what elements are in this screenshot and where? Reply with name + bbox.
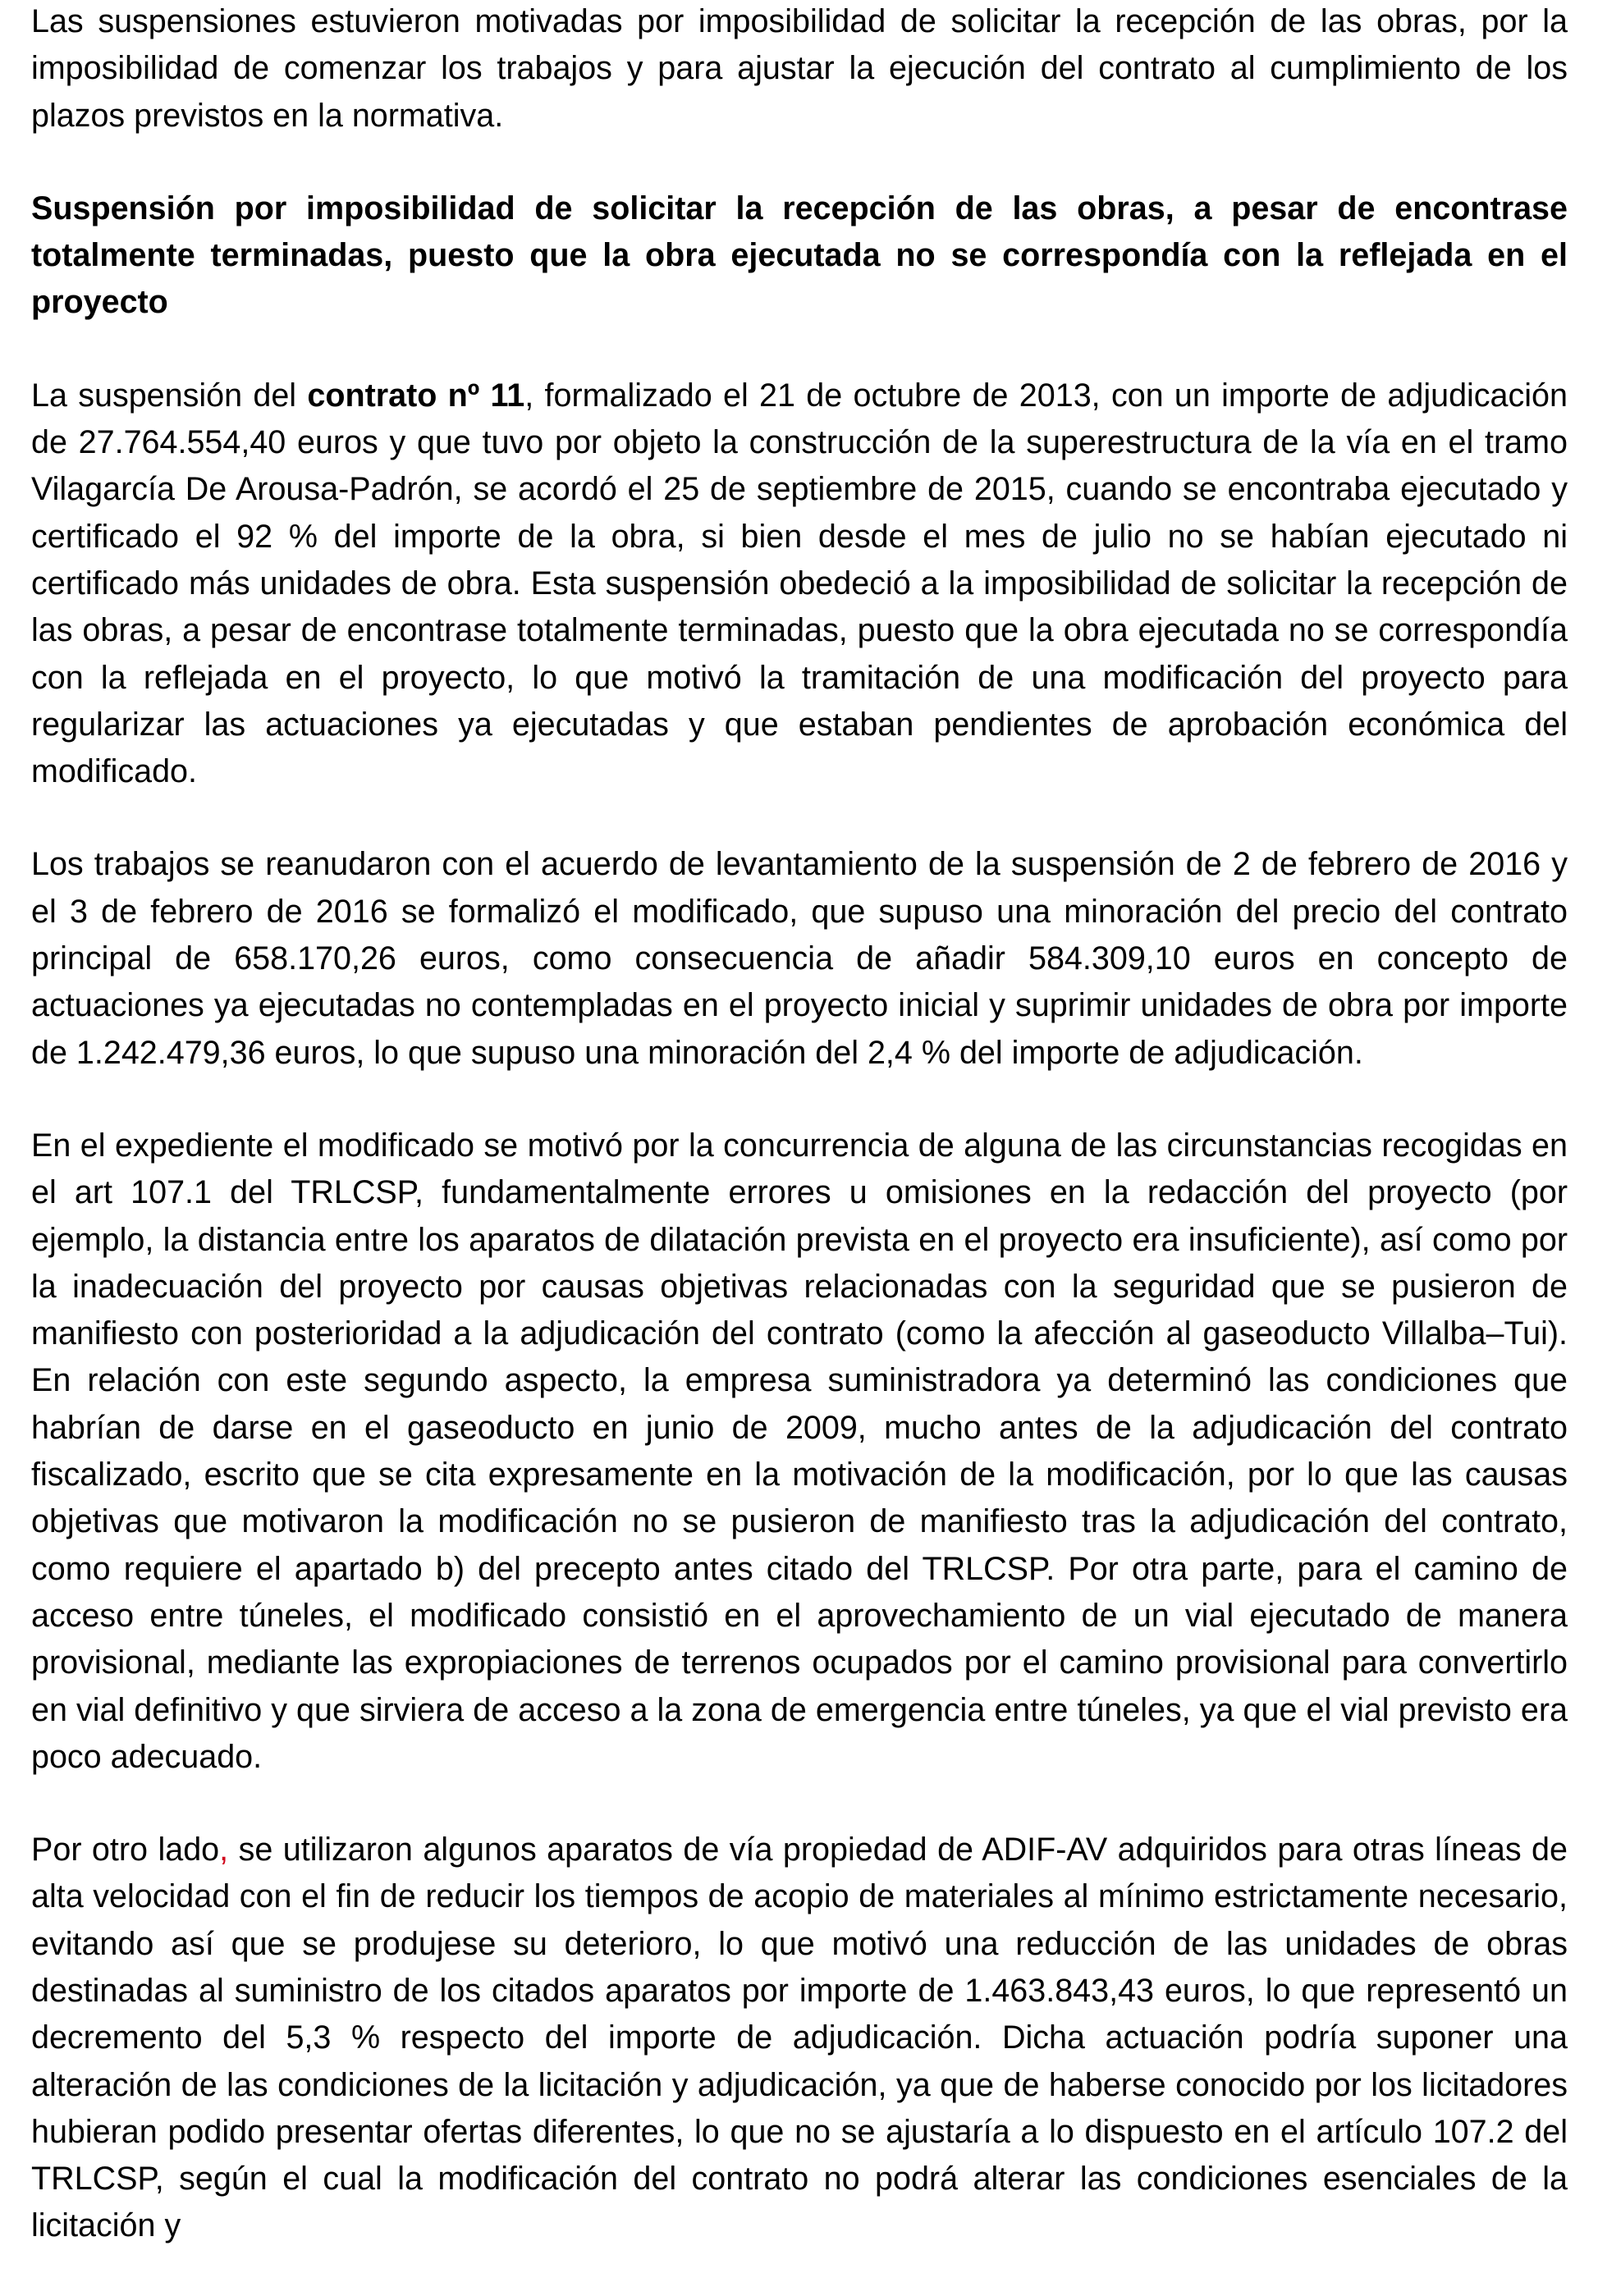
paragraph-suspensiones-motivos: Las suspensiones estuvieron motivadas por imposibilidad de solicitar la recepción de las obras, por la imposibilidad de comenzar los trabajos y para ajustar la ejecución del contrato al cumplimiento de los plazos previstos en la normativa.	[31, 3, 1568, 134]
paragraph-aparatos-via	[31, 1827, 1568, 2250]
paragraph-aparatos-via-body: se utilizaron algunos aparatos de vía propiedad de ADIF-AV adquiridos para otras líneas de alta velocidad con el fin de reducir los tiempos de acopio de materiales al mínimo estrictamente necesario, evitando así que se produjese su deterioro, lo que motivó una reducción de las unidades de obras destinadas al suministro de los citados aparatos por importe de 1.463.843,43 euros, lo que representó un decremento del 5,3 % respecto del importe de adjudicación. Dicha actuación podría suponer una alteración de las condiciones de la licitación y adjudicación, ya que de haberse conocido por los licitadores hubieran podido presentar ofertas diferentes, lo que no se ajustaría a lo dispuesto en el artículo 107.2 del TRLCSP, según el cual la modificación del contrato no podrá alterar las condiciones esenciales de la licitación y	[31, 1832, 1568, 2244]
paragraph-reanudacion: Los trabajos se reanudaron con el acuerdo de levantamiento de la suspensión de 2 de febrero de 2016 y el 3 de febrero de 2016 se formalizó el modificado, que supuso una minoración del precio del contrato principal de 658.170,26 euros, como consecuencia de añadir 584.309,10 euros en concepto de actuaciones ya ejecutadas no contempladas en el proyecto inicial y suprimir unidades de obra por importe de 1.242.479,36 euros, lo que supuso una minoración del 2,4 % del importe de adjudicación.	[31, 846, 1568, 1071]
paragraph-expediente-modificado: En el expediente el modificado se motivó por la concurrencia de alguna de las circunstancias recogidas en el art 107.1 del TRLCSP, fundamentalmente errores u omisiones en la redacción del proyecto (por ejemplo, la distancia entre los aparatos de dilatación prevista en el proyecto era insuficiente), así como por la inadecuación del proyecto por causas objetivas relacionadas con la seguridad que se pusieron de manifiesto con posterioridad a la adjudicación del contrato (como la afección al gaseoducto Villalba–Tui). En relación con este segundo aspecto, la empresa suministradora ya determinó las condiciones que habrían de darse en el gaseoducto en junio de 2009, mucho antes de la adjudicación del contrato fiscalizado, escrito que se cita expresamente en la motivación de la modificación, por lo que las causas objetivas que motivaron la modificación no se pusieron de manifiesto tras la adjudicación del contrato, como requiere el apartado b) del precepto antes citado del TRLCSP. Por otra parte, para el camino de acceso entre túneles, el modificado consistió en el aprovechamiento de un vial ejecutado de manera provisional, mediante las expropiaciones de terrenos ocupados por el camino provisional para convertirlo en vial definitivo y que sirviera de acceso a la zona de emergencia entre túneles, ya que el vial previsto era poco adecuado.	[31, 1127, 1568, 1775]
document-page	[31, 0, 1568, 2296]
paragraph-contrato-11-body: , formalizado el 21 de octubre de 2013, con un importe de adjudicación de 27.764.554,40 euros y que tuvo por objeto la construcción de la superestructura de la vía en el tramo Vilagarcía De Arousa-Padrón, se acordó el 25 de septiembre de 2015, cuando se encontraba ejecutado y certificado el 92 % del importe de la obra, si bien desde el mes de julio no se habían ejecutado ni certificado más unidades de obra. Esta suspensión obedeció a la imposibilidad de solicitar la recepción de las obras, a pesar de encontrase totalmente terminadas, puesto que la obra ejecutada no se correspondía con la reflejada en el proyecto, lo que motivó la tramitación de una modificación del proyecto para regularizar las actuaciones ya ejecutadas y que estaban pendientes de aprobación económica del modificado.	[31, 377, 1568, 790]
contract-number-bold: contrato nº 11	[307, 377, 525, 414]
paragraph-contrato-11-intro: La suspensión del	[31, 377, 308, 414]
section-heading: Suspensión por imposibilidad de solicitar la recepción de las obras, a pesar de encontrase totalmente terminadas, puesto que la obra ejecutada no se correspondía con la reflejada en el proyecto	[31, 190, 1568, 321]
paragraph-aparatos-via-intro: Por otro lado	[31, 1832, 220, 1868]
paragraph-contrato-11	[31, 373, 1568, 796]
red-comma-mark: ,	[219, 1832, 229, 1868]
